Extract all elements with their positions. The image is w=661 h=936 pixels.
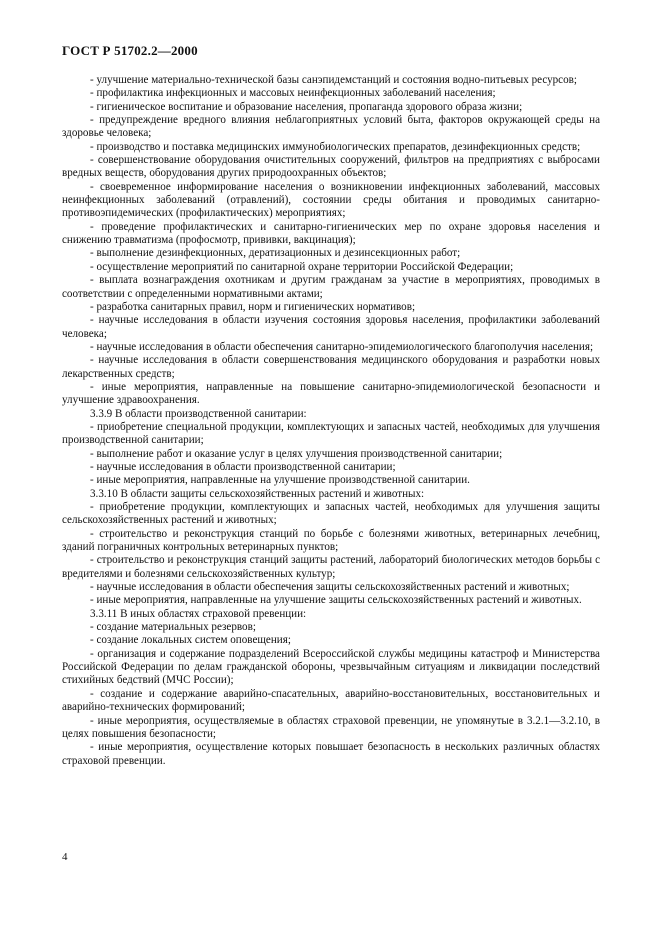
section-heading: 3.3.9 В области производственной санитарии:	[90, 407, 307, 420]
paragraph: - организация и содержание подразделений Всероссийской службы медицины катастроф и Министерства Российской Федерации по делам гражданской обороны, чрезвычайным ситуациям и ликвидации последствий стихийных бедствий (МЧС России);	[62, 647, 600, 687]
paragraph: - проведение профилактических и санитарно-гигиенических мер по охране здоровья населения и снижению травматизма (профосмотр, прививки, вакцинация);	[62, 220, 600, 247]
paragraph: - приобретение продукции, комплектующих и запасных частей, необходимых для улучшения защиты сельскохозяйственных растений и животных;	[62, 501, 600, 527]
paragraph: - научные исследования в области изучения состояния здоровья населения, профилактики заболеваний человека;	[62, 314, 600, 340]
document-header	[62, 43, 198, 59]
paragraph: - иные мероприятия, осуществляемые в областях страховой превенции, не упомянутые в 3.2.1—3.2.10, в целях повышения безопасности;	[62, 714, 600, 740]
paragraph: - приобретение специальной продукции, комплектующих и запасных частей, необходимых для улучшения производственной санитарии;	[62, 420, 600, 447]
section-heading: 3.3.11 В иных областях страховой превенции:	[90, 607, 307, 620]
paragraph: - профилактика инфекционных и массовых неинфекционных заболеваний населения;	[90, 87, 496, 100]
paragraph: - гигиеническое воспитание и образование населения, пропаганда здорового образа жизни;	[90, 100, 523, 113]
paragraph: - научные исследования в области совершенствования медицинского оборудования и разработки новых лекарственных средств;	[62, 354, 600, 380]
paragraph: - иные мероприятия, направленные на повышение санитарно-эпидемиологической безопасности и улучшение здравоохранения.	[62, 380, 600, 407]
paragraph: - иные мероприятия, направленные на улучшение защиты сельскохозяйственных растений и животных.	[90, 594, 582, 607]
paragraph: - строительство и реконструкция станций защиты растений, лабораторий биологических методов борьбы с вредителями и болезнями сельскохозяйственных культур;	[62, 554, 600, 580]
paragraph: - осуществление мероприятий по санитарной охране территории Российской Федерации;	[90, 260, 514, 273]
paragraph: - иные мероприятия, направленные на улучшение производственной санитарии.	[90, 474, 470, 487]
paragraph: - выплата вознаграждения охотникам и другим гражданам за участие в мероприятиях, проводимых в соответствии с определенными нормативными актами;	[62, 274, 600, 300]
paragraph: - создание материальных резервов;	[90, 621, 256, 634]
paragraph: - создание и содержание аварийно-спасательных, аварийно-восстановительных, восстановительных и аварийно-технических формирований;	[62, 687, 600, 714]
paragraph: - совершенствование оборудования очистительных сооружений, фильтров на предприятиях с выбросами вредных веществ, оборудования других природоохранных объектов;	[62, 154, 600, 180]
paragraph: - улучшение материально-технической базы санэпидемстанций и состояния водно-питьевых ресурсов;	[90, 74, 577, 86]
paragraph: - научные исследования в области обеспечения защиты сельскохозяйственных растений и животных;	[90, 581, 570, 594]
paragraph: - строительство и реконструкция станций по борьбе с болезнями животных, ветеринарных лечебниц, зданий пограничных контрольных ветеринарных пунктов;	[62, 527, 600, 554]
paragraph: - научные исследования в области обеспечения санитарно-эпидемиологического благополучия населения;	[90, 340, 594, 353]
paragraph: - своевременное информирование населения о возникновении инфекционных заболеваний, массовых неинфекционных заболеваний (отравлений), состоянии среды обитания и проводимых санитарно-противоэпидемических (профилактических) мероприятиях;	[62, 180, 600, 220]
paragraph: - предупреждение вредного влияния неблагоприятных условий быта, факторов окружающей среды на здоровье человека;	[62, 114, 600, 140]
standard-title: ГОСТ Р 51702.2—2000	[62, 43, 198, 58]
paragraph: - производство и поставка медицинских иммунобиологических препаратов, дезинфекционных средств;	[90, 140, 581, 153]
paragraph: - научные исследования в области производственной санитарии;	[90, 460, 396, 473]
page-number: 4	[62, 851, 68, 863]
paragraph: - иные мероприятия, осуществление которых повышает безопасность в нескольких различных областях страховой превенции.	[62, 741, 600, 767]
paragraph: - выполнение дезинфекционных, дератизационных и дезинсекционных работ;	[90, 247, 461, 260]
paragraph: - выполнение работ и оказание услуг в целях улучшения производственной санитарии;	[90, 447, 503, 460]
paragraph: - разработка санитарных правил, норм и гигиенических нормативов;	[90, 300, 416, 313]
paragraph: - создание локальных систем оповещения;	[90, 634, 291, 647]
section-heading: 3.3.10 В области защиты сельскохозяйственных растений и животных:	[90, 487, 425, 500]
document-body	[62, 74, 600, 768]
